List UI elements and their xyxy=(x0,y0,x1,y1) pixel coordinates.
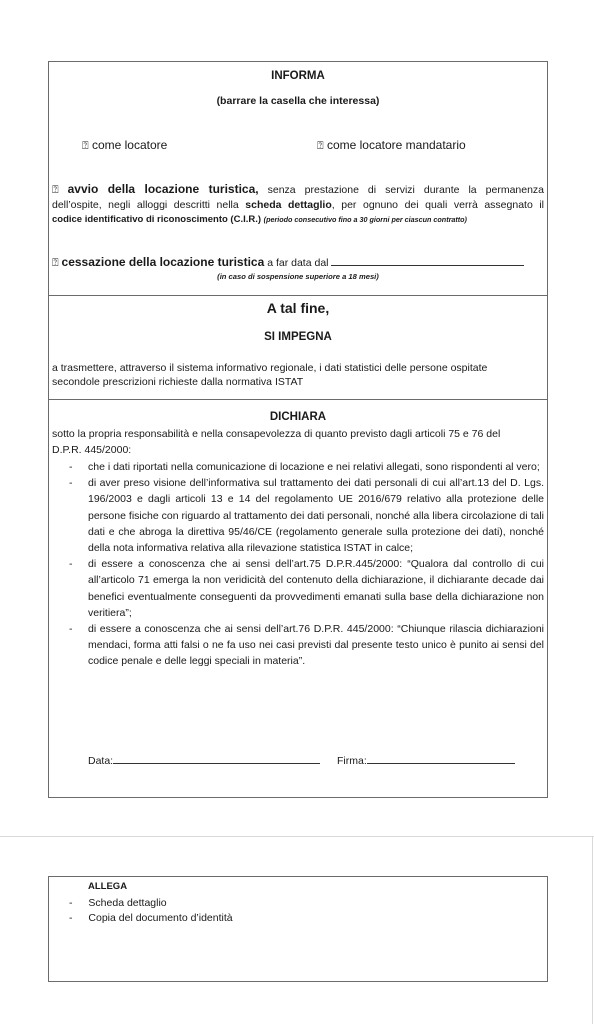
bullet-dash: - xyxy=(69,558,73,571)
list-item xyxy=(69,912,233,924)
cir-label: codice identificativo di riconoscimento (C.I.R.) xyxy=(52,214,262,225)
cessazione-line xyxy=(52,255,524,270)
bullet-dash: - xyxy=(69,623,73,636)
avvio-text-2a: dell’ospite, negli alloggi descritti nella xyxy=(52,199,239,211)
page-edge xyxy=(592,836,593,1024)
list-item xyxy=(49,556,547,621)
firma-input-line[interactable] xyxy=(367,754,515,764)
dichiara-intro-1: sotto la propria responsabilità e nella consapevolezza di quanto previsto dagli articoli 75 e 76 del xyxy=(52,428,501,440)
list-item xyxy=(49,459,547,475)
dichiara-title: DICHIARA xyxy=(269,411,327,423)
divider xyxy=(49,295,547,296)
divider xyxy=(49,399,547,400)
checkbox-icon[interactable]: ⍰ xyxy=(52,183,59,196)
data-field[interactable] xyxy=(88,754,320,767)
firma-label: Firma: xyxy=(337,755,367,767)
page-separator xyxy=(0,836,594,837)
avvio-text-1: senza prestazione di servizi durante la permanenza xyxy=(267,184,545,196)
option-locatore-mandatario[interactable] xyxy=(317,138,466,153)
bullet-dash: - xyxy=(69,897,73,909)
list-item xyxy=(49,475,547,556)
cessazione-date-field[interactable] xyxy=(331,256,524,266)
avvio-line-3 xyxy=(52,214,467,225)
dichiara-item-text: di essere a conoscenza che ai sensi dell’art.76 D.P.R. 445/2000: “Chiunque rilascia dichiarazioni mendaci, forma atti falsi o ne fa uso nei casi previsti dal presente testo unico è punito ai sensi del codice penale e delle leggi speciali in materia”. xyxy=(88,623,544,668)
avvio-line-1 xyxy=(52,182,544,197)
list-item xyxy=(49,621,547,670)
allega-item-text: Copia del documento d’identità xyxy=(88,912,233,924)
avvio-title: avvio della locazione turistica, xyxy=(67,182,259,196)
option-locatore-label: come locatore xyxy=(91,138,168,152)
dichiara-item-text: di aver preso visione dell’informativa sul trattamento dei dati personali di cui all’art.13 del D. Lgs. 196/2003 e dagli articoli 13 e 14 del regolamento UE 2016/679 relativo alla protezione delle persone fisiche con riguardo al trattamento dei dati personali, nonché alla libera circolazione di tali dati e che abroga la direttiva 95/46/CE (regolamento generale sulla protezione dei dati), nonché della nota informativa relativa alla rilevazione statistica ISTAT in calce; xyxy=(88,477,544,555)
list-item xyxy=(69,897,167,909)
form-main-box xyxy=(48,61,548,798)
dichiara-item-text: di essere a conoscenza che ai sensi dell’art.75 D.P.R.445/2000: “Qualora dal controllo di cui all’articolo 71 emerga la non veridicità del contenuto della dichiarazione, il dichiarante decade dai benefici eventualmente conseguenti da provvedimenti emanati sulla base della dichiarazione non veritiera”; xyxy=(88,558,544,619)
informa-subtitle: (barrare la casella che interessa) xyxy=(216,95,380,107)
option-mandatario-label: come locatore mandatario xyxy=(326,138,466,152)
checkbox-icon[interactable]: ⍰ xyxy=(317,139,324,152)
data-input-line[interactable] xyxy=(113,754,320,764)
dichiara-item-text: che i dati riportati nella comunicazione di locazione e nei relativi allegati, sono rispondenti al vero; xyxy=(88,461,540,473)
data-label: Data: xyxy=(88,755,114,767)
cessazione-note: (in caso di sospensione superiore a 18 mesi) xyxy=(217,272,379,281)
allega-box xyxy=(48,876,548,982)
bullet-dash: - xyxy=(69,477,73,490)
avvio-line-2 xyxy=(52,199,544,211)
firma-field[interactable] xyxy=(337,754,515,767)
cessazione-text: a far data dal xyxy=(267,257,329,269)
a-tal-fine-heading: A tal fine, xyxy=(266,300,330,316)
option-locatore[interactable] xyxy=(82,138,167,153)
bullet-dash: - xyxy=(69,461,73,473)
checkbox-icon[interactable]: ⍰ xyxy=(52,256,59,269)
scheda-dettaglio-ref: scheda dettaglio xyxy=(245,199,332,211)
bullet-dash: - xyxy=(69,912,73,924)
avvio-text-2b: , per ognuno dei quali verrà assegnato il xyxy=(331,199,545,211)
informa-title: INFORMA xyxy=(271,70,325,82)
cessazione-title: cessazione della locazione turistica xyxy=(61,255,265,269)
dichiara-intro-2: D.P.R. 445/2000: xyxy=(52,444,132,456)
avvio-note: (periodo consecutivo fino a 30 giorni per ciascun contratto) xyxy=(263,215,467,224)
dichiara-list xyxy=(49,459,547,670)
impegno-text-1: a trasmettere, attraverso il sistema informativo regionale, i dati statistici delle persone ospitate xyxy=(52,362,488,374)
allega-title: ALLEGA xyxy=(88,881,128,892)
impegno-text-2: secondole prescrizioni richieste dalla normativa ISTAT xyxy=(52,376,304,388)
checkbox-icon[interactable]: ⍰ xyxy=(82,139,89,152)
si-impegna-heading: SI IMPEGNA xyxy=(264,331,332,343)
allega-item-text: Scheda dettaglio xyxy=(88,897,167,909)
